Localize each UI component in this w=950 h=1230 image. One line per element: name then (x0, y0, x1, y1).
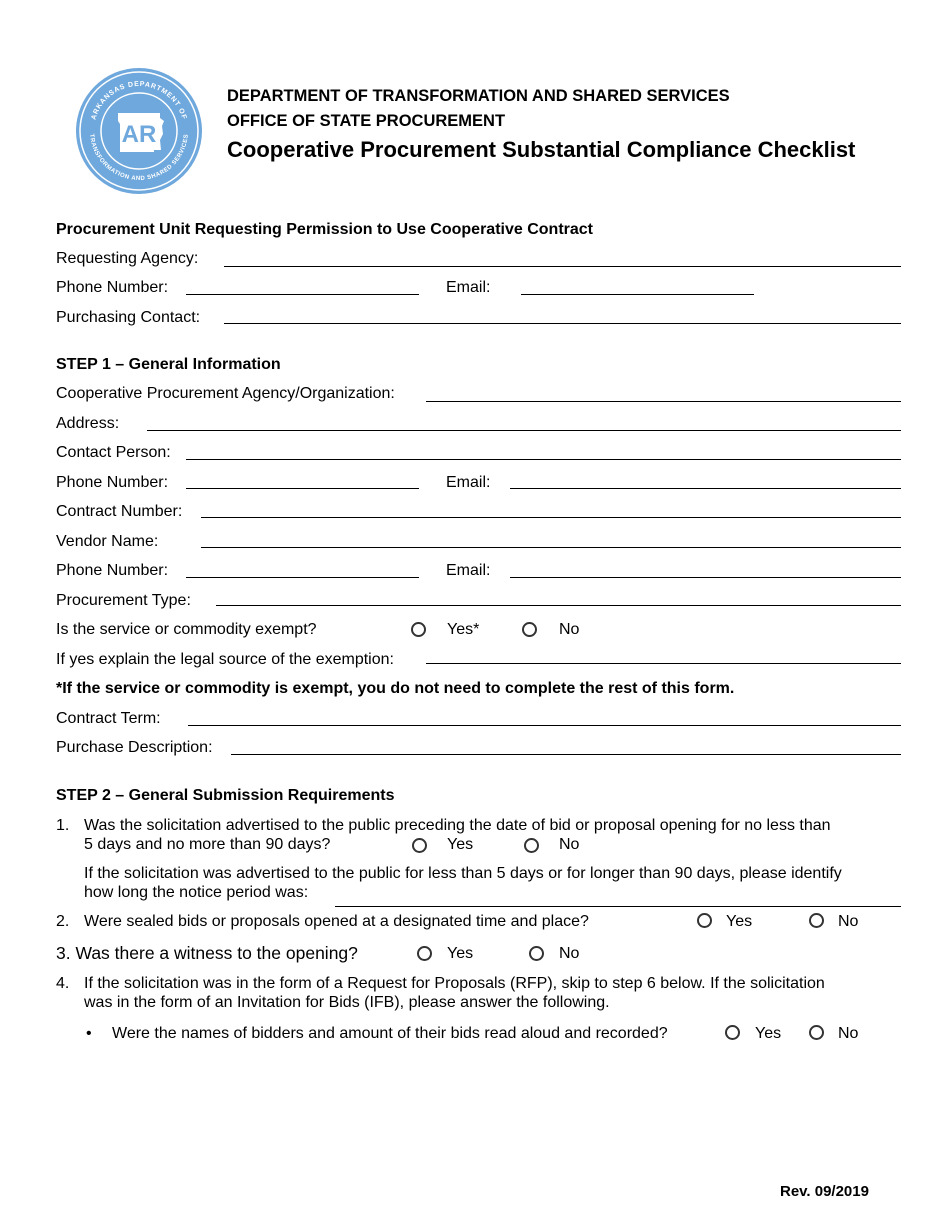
vendor-name-label: Vendor Name: (56, 533, 159, 550)
q1-number: 1. (56, 817, 70, 834)
q3-yes-radio[interactable] (417, 946, 432, 961)
revision-date: Rev. 09/2019 (780, 1183, 869, 1200)
seal-text-bottom: TRANSFORMATION AND SHARED SERVICES (88, 133, 190, 183)
contract-number-label: Contract Number: (56, 503, 183, 520)
q4-sub-question: Were the names of bidders and amount of their bids read aloud and recorded? (112, 1025, 668, 1042)
q4-bullet: • (86, 1025, 92, 1042)
purchase-description-field[interactable] (231, 754, 901, 755)
q2-number: 2. (56, 913, 70, 930)
address-field[interactable] (147, 430, 901, 431)
seal-text-top: ARKANSAS DEPARTMENT OF (90, 80, 188, 121)
unit-phone-field[interactable] (186, 294, 419, 295)
coop-email-label: Email: (446, 474, 491, 491)
q1-no-radio[interactable] (524, 838, 539, 853)
q2-yes-label: Yes (726, 913, 753, 930)
unit-phone-label: Phone Number: (56, 279, 169, 296)
q1-yes-radio[interactable] (412, 838, 427, 853)
q2-no-radio[interactable] (809, 913, 824, 928)
unit-email-label: Email: (446, 279, 491, 296)
coop-agency-field[interactable] (426, 401, 901, 402)
coop-email-field[interactable] (510, 488, 901, 489)
vendor-phone-field[interactable] (186, 577, 419, 578)
coop-agency-label: Cooperative Procurement Agency/Organization: (56, 385, 395, 402)
vendor-phone-label: Phone Number: (56, 562, 169, 579)
requesting-agency-field[interactable] (224, 266, 901, 267)
legal-source-field[interactable] (426, 663, 901, 664)
q4-number: 4. (56, 975, 70, 992)
q4-text-line2: was in the form of an Invitation for Bids (IFB), please answer the following. (84, 994, 610, 1011)
vendor-name-field[interactable] (201, 547, 901, 548)
q1-text-line1: Was the solicitation advertised to the public preceding the date of bid or proposal opening for no less than (84, 817, 831, 834)
vendor-email-field[interactable] (510, 577, 901, 578)
purchasing-contact-field[interactable] (224, 323, 901, 324)
q3-text: 3. Was there a witness to the opening? (56, 943, 358, 963)
agency-seal (74, 66, 204, 196)
unit-heading: Procurement Unit Requesting Permission to Use Cooperative Contract (56, 221, 593, 238)
q2-yes-radio[interactable] (697, 913, 712, 928)
requesting-agency-label: Requesting Agency: (56, 250, 199, 267)
exempt-no-radio[interactable] (522, 622, 537, 637)
exempt-note: *If the service or commodity is exempt, you do not need to complete the rest of this form. (56, 680, 735, 697)
exempt-question: Is the service or commodity exempt? (56, 621, 317, 638)
coop-phone-label: Phone Number: (56, 474, 169, 491)
q2-text: Were sealed bids or proposals opened at a designated time and place? (84, 913, 589, 930)
q4-yes-radio[interactable] (725, 1025, 740, 1040)
step1-heading: STEP 1 – General Information (56, 356, 281, 373)
department-name: DEPARTMENT OF TRANSFORMATION AND SHARED SERVICES (227, 87, 730, 105)
contact-person-label: Contact Person: (56, 444, 171, 461)
exempt-yes-radio[interactable] (411, 622, 426, 637)
q4-yes-label: Yes (755, 1025, 782, 1042)
address-label: Address: (56, 415, 120, 432)
vendor-email-label: Email: (446, 562, 491, 579)
legal-source-label: If yes explain the legal source of the exemption: (56, 651, 394, 668)
q4-no-radio[interactable] (809, 1025, 824, 1040)
q2-no-label: No (838, 913, 859, 930)
q3-no-label: No (559, 945, 580, 962)
page-title: Cooperative Procurement Substantial Compliance Checklist (227, 137, 856, 162)
purchase-description-label: Purchase Description: (56, 739, 213, 756)
q1-yes-label: Yes (447, 836, 474, 853)
contact-person-field[interactable] (186, 459, 901, 460)
notice-period-field[interactable] (335, 906, 901, 907)
contract-term-field[interactable] (188, 725, 901, 726)
contract-term-label: Contract Term: (56, 710, 161, 727)
office-name: OFFICE OF STATE PROCUREMENT (227, 112, 506, 130)
unit-email-field[interactable] (521, 294, 754, 295)
procurement-type-label: Procurement Type: (56, 592, 191, 609)
q4-text-line1: If the solicitation was in the form of a Request for Proposals (RFP), skip to step 6 below. If the solicitation (84, 975, 825, 992)
q1-followup-line1: If the solicitation was advertised to the public for less than 5 days or for longer than 90 days, please identify (84, 865, 842, 882)
q1-no-label: No (559, 836, 580, 853)
step2-heading: STEP 2 – General Submission Requirements (56, 787, 395, 804)
exempt-yes-label: Yes* (447, 621, 480, 638)
contract-number-field[interactable] (201, 517, 901, 518)
q1-followup-line2: how long the notice period was: (84, 884, 309, 901)
q3-yes-label: Yes (447, 945, 474, 962)
coop-phone-field[interactable] (186, 488, 419, 489)
q4-no-label: No (838, 1025, 859, 1042)
seal-initials: AR (121, 121, 157, 148)
q3-no-radio[interactable] (529, 946, 544, 961)
purchasing-contact-label: Purchasing Contact: (56, 309, 201, 326)
procurement-type-field[interactable] (216, 605, 901, 606)
q1-text-line2: 5 days and no more than 90 days? (84, 836, 331, 853)
exempt-no-label: No (559, 621, 580, 638)
